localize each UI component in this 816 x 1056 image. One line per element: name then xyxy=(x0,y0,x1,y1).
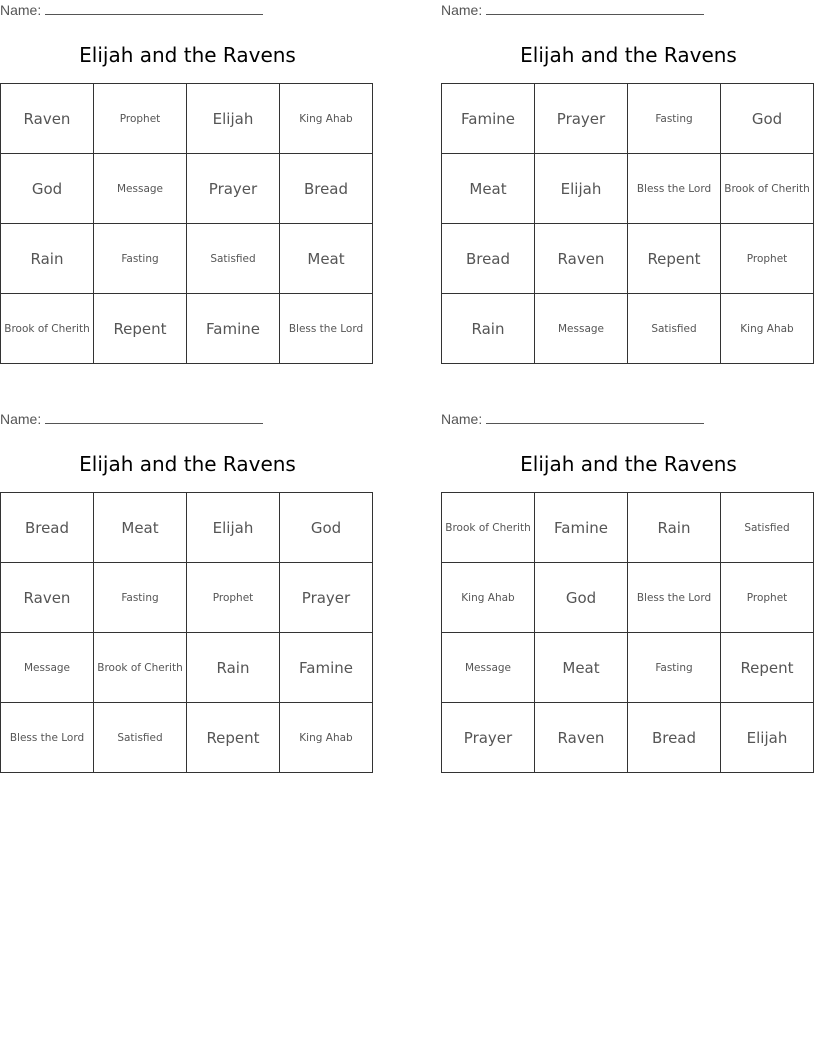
bingo-cell: Prophet xyxy=(187,563,280,633)
bingo-cell: Bread xyxy=(280,154,373,224)
bingo-cell: Message xyxy=(442,633,535,703)
bingo-cell: Bless the Lord xyxy=(280,294,373,364)
bingo-cell: King Ahab xyxy=(280,703,373,773)
bingo-cell: Message xyxy=(1,633,94,703)
bingo-cell: Bless the Lord xyxy=(628,154,721,224)
bingo-cell: Fasting xyxy=(628,84,721,154)
name-field xyxy=(0,411,263,427)
name-blank-line xyxy=(486,411,704,424)
name-blank-line xyxy=(45,2,263,15)
bingo-cell: Prophet xyxy=(721,224,814,294)
bingo-cell: Elijah xyxy=(187,84,280,154)
name-label: Name: xyxy=(0,411,42,427)
name-label: Name: xyxy=(441,411,483,427)
name-field xyxy=(441,2,704,18)
bingo-cell: Raven xyxy=(1,84,94,154)
bingo-cell: Bread xyxy=(628,703,721,773)
bingo-cell: Elijah xyxy=(187,493,280,563)
bingo-cell: Famine xyxy=(280,633,373,703)
grid-row xyxy=(442,563,814,633)
grid-row xyxy=(1,633,373,703)
grid-row xyxy=(442,703,814,773)
grid-row xyxy=(442,84,814,154)
bingo-grid xyxy=(441,83,814,364)
grid-row xyxy=(1,563,373,633)
card-title: Elijah and the Ravens xyxy=(79,43,296,67)
bingo-cell: Raven xyxy=(535,703,628,773)
bingo-cell: Fasting xyxy=(628,633,721,703)
bingo-cell: Rain xyxy=(187,633,280,703)
grid-row xyxy=(1,224,373,294)
bingo-cell: Prophet xyxy=(94,84,187,154)
bingo-cell: God xyxy=(535,563,628,633)
name-label: Name: xyxy=(441,2,483,18)
bingo-cell: Repent xyxy=(721,633,814,703)
bingo-cell: Satisfied xyxy=(94,703,187,773)
bingo-cell: Brook of Cherith xyxy=(1,294,94,364)
bingo-cell: Fasting xyxy=(94,224,187,294)
bingo-grid xyxy=(441,492,814,773)
bingo-cell: Raven xyxy=(535,224,628,294)
bingo-cell: King Ahab xyxy=(442,563,535,633)
bingo-cell: God xyxy=(1,154,94,224)
bingo-cell: King Ahab xyxy=(721,294,814,364)
bingo-cell: Famine xyxy=(442,84,535,154)
card-title: Elijah and the Ravens xyxy=(520,43,737,67)
bingo-cell: Bread xyxy=(1,493,94,563)
grid-row xyxy=(442,294,814,364)
bingo-cell: Meat xyxy=(280,224,373,294)
bingo-cell: Bless the Lord xyxy=(1,703,94,773)
card-title: Elijah and the Ravens xyxy=(79,452,296,476)
bingo-cell: Prayer xyxy=(187,154,280,224)
grid-row xyxy=(442,224,814,294)
grid-row xyxy=(1,154,373,224)
bingo-cell: Prophet xyxy=(721,563,814,633)
bingo-cell: Brook of Cherith xyxy=(721,154,814,224)
name-blank-line xyxy=(45,411,263,424)
name-blank-line xyxy=(486,2,704,15)
grid-row xyxy=(1,294,373,364)
bingo-cell: Famine xyxy=(535,493,628,563)
bingo-cell: God xyxy=(721,84,814,154)
bingo-grid xyxy=(0,83,373,364)
bingo-cell: Brook of Cherith xyxy=(442,493,535,563)
bingo-cell: Message xyxy=(535,294,628,364)
bingo-cell: Prayer xyxy=(442,703,535,773)
bingo-cell: Satisfied xyxy=(628,294,721,364)
grid-row xyxy=(442,633,814,703)
name-field xyxy=(0,2,263,18)
grid-row xyxy=(442,493,814,563)
bingo-cell: Bless the Lord xyxy=(628,563,721,633)
name-field xyxy=(441,411,704,427)
bingo-cell: Prayer xyxy=(535,84,628,154)
bingo-cell: Repent xyxy=(94,294,187,364)
grid-row xyxy=(1,703,373,773)
bingo-cell: Raven xyxy=(1,563,94,633)
card-title: Elijah and the Ravens xyxy=(520,452,737,476)
grid-row xyxy=(442,154,814,224)
bingo-cell: Prayer xyxy=(280,563,373,633)
bingo-cell: Meat xyxy=(535,633,628,703)
bingo-cell: Rain xyxy=(628,493,721,563)
bingo-cell: Famine xyxy=(187,294,280,364)
grid-row xyxy=(1,84,373,154)
grid-row xyxy=(1,493,373,563)
bingo-cell: Repent xyxy=(628,224,721,294)
bingo-cell: Rain xyxy=(1,224,94,294)
bingo-cell: Repent xyxy=(187,703,280,773)
bingo-cell: King Ahab xyxy=(280,84,373,154)
bingo-cell: Meat xyxy=(442,154,535,224)
bingo-cell: Bread xyxy=(442,224,535,294)
bingo-cell: Elijah xyxy=(535,154,628,224)
bingo-cell: Elijah xyxy=(721,703,814,773)
name-label: Name: xyxy=(0,2,42,18)
bingo-cell: Satisfied xyxy=(187,224,280,294)
bingo-cell: Rain xyxy=(442,294,535,364)
bingo-cell: Fasting xyxy=(94,563,187,633)
bingo-grid xyxy=(0,492,373,773)
bingo-cell: God xyxy=(280,493,373,563)
bingo-cell: Meat xyxy=(94,493,187,563)
bingo-cell: Satisfied xyxy=(721,493,814,563)
bingo-cell: Message xyxy=(94,154,187,224)
bingo-cell: Brook of Cherith xyxy=(94,633,187,703)
